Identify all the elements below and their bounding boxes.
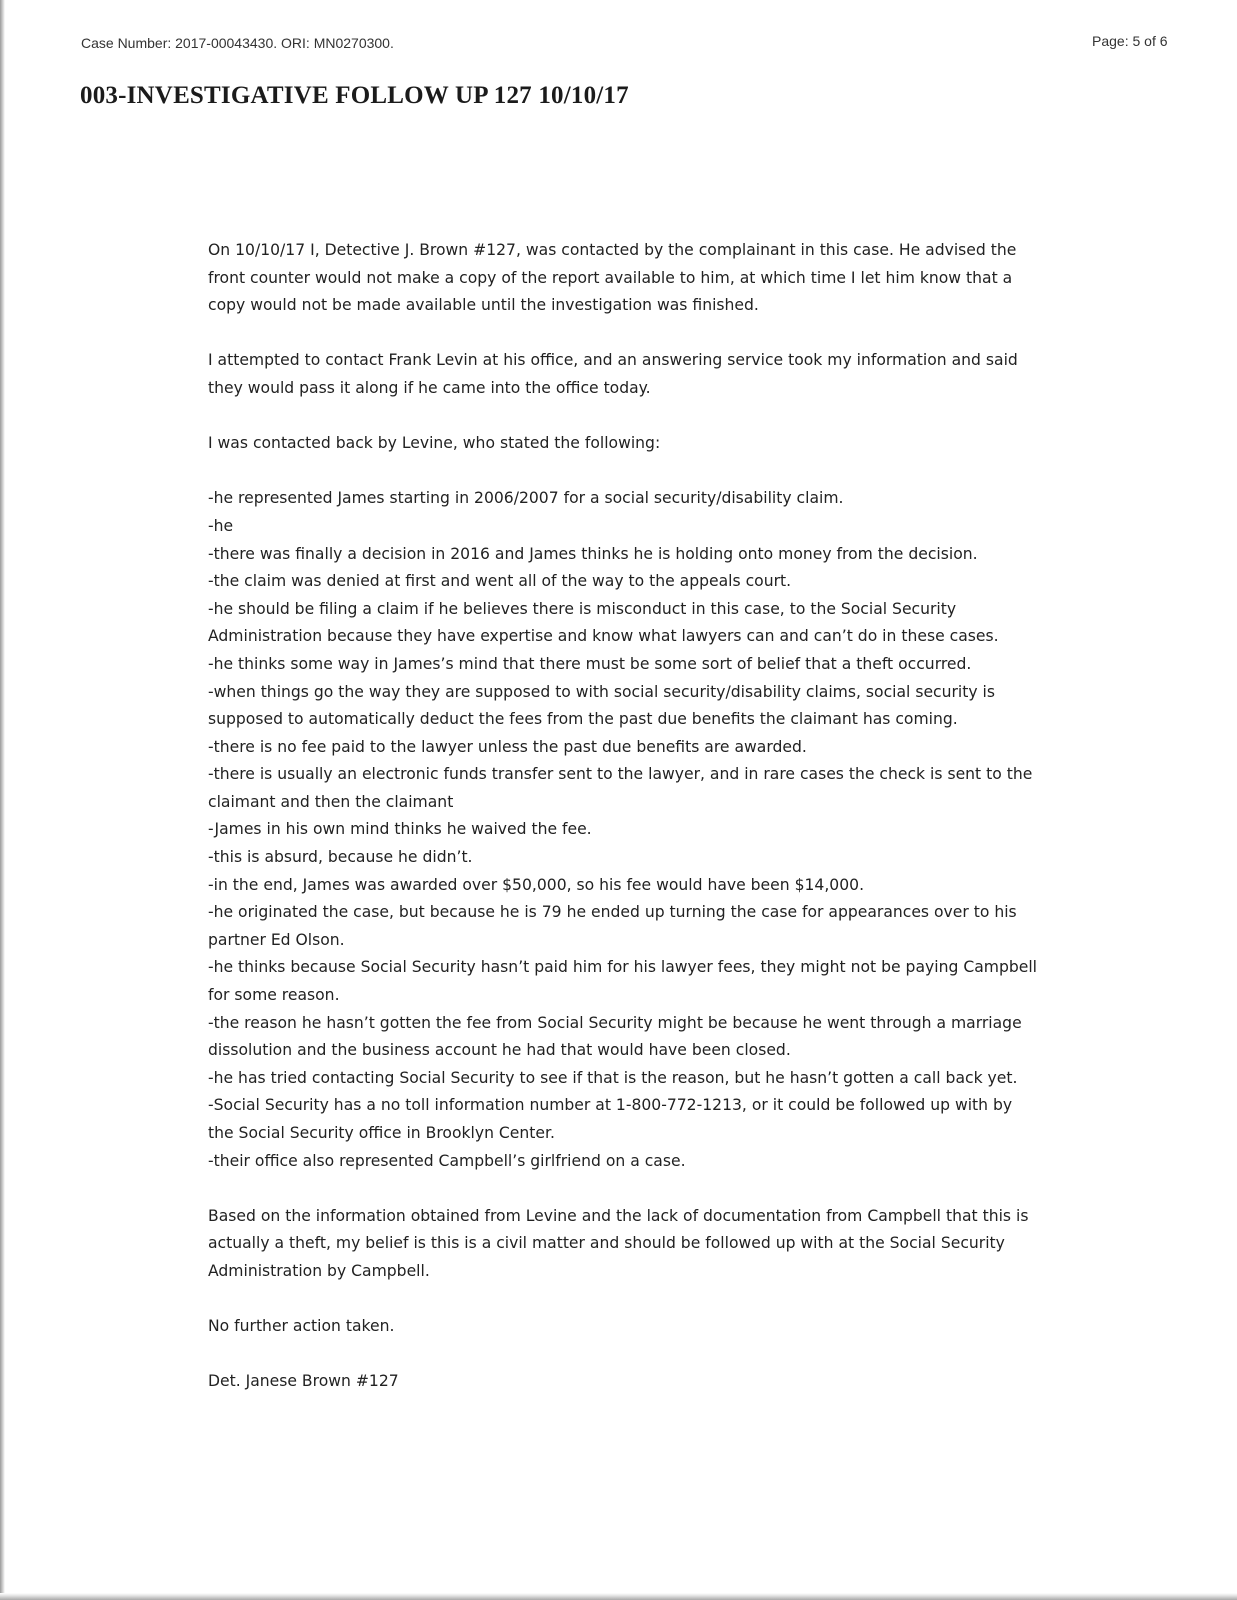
report-body [208, 237, 1038, 1396]
page-indicator: Page: 5 of 6 [1092, 33, 1168, 49]
paragraph-action: No further action taken. [208, 1317, 395, 1336]
statement-list [208, 485, 1038, 1175]
statement-item: -he thinks some way in James’s mind that there must be some sort of belief that a theft occurred. [208, 654, 972, 673]
report-title: 003-INVESTIGATIVE FOLLOW UP 127 10/10/17 [80, 82, 629, 109]
statement-item: -the reason he hasn’t gotten the fee from Social Security might be because he went through a marriage dissolution and the business account he had that would have been closed. [208, 1013, 1022, 1060]
scan-edge-bottom [0, 1593, 1237, 1600]
case-number-header: Case Number: 2017-00043430. ORI: MN0270300. [81, 35, 394, 51]
statement-item: -there was finally a decision in 2016 and James thinks he is holding onto money from the decision. [208, 544, 978, 563]
statement-item: -their office also represented Campbell’s girlfriend on a case. [208, 1151, 686, 1170]
statement-item: -he represented James starting in 2006/2007 for a social security/disability claim. [208, 489, 844, 508]
statement-item: -there is no fee paid to the lawyer unless the past due benefits are awarded. [208, 737, 807, 756]
statement-item: -this is absurd, because he didn’t. [208, 848, 473, 867]
paragraph-conclusion: Based on the information obtained from Levine and the lack of documentation from Campbell that this is actually a theft, my belief is this is a civil matter and should be followed up with at the Social Security Administration by Campbell. [208, 1206, 1029, 1280]
statement-item: -there is usually an electronic funds transfer sent to the lawyer, and in rare cases the check is sent to the claimant and then the claimant [208, 765, 1033, 811]
statement-item: -he thinks because Social Security hasn’t paid him for his lawyer fees, they might not be paying Campbell for some reason. [208, 958, 1038, 1005]
paragraph-contact: On 10/10/17 I, Detective J. Brown #127, was contacted by the complainant in this case. He advised the front counter would not make a copy of the report available to him, at which time I let him know that a copy would not be made available until the investigation was finished. [208, 241, 1017, 315]
statement-item: -when things go the way they are supposed to with social security/disability claims, social security is supposed to automatically deduct the fees from the past due benefits the claimant has coming. [208, 682, 995, 729]
statement-item: -Social Security has a no toll information number at 1-800-772-1213, or it could be followed up with by the Social Security office in Brooklyn Center. [208, 1096, 1013, 1142]
statement-item: -the claim was denied at first and went all of the way to the appeals court. [208, 572, 792, 591]
signature: Det. Janese Brown #127 [208, 1372, 399, 1391]
statement-item: -James in his own mind thinks he waived the fee. [208, 820, 592, 839]
statement-item: -he should be filing a claim if he believes there is misconduct in this case, to the Social Security Administration because they have expertise and know what lawyers can and can’t do in these cases. [208, 599, 999, 646]
paragraph-intro-statements: I was contacted back by Levine, who stated the following: [208, 434, 661, 453]
paragraph-attempt: I attempted to contact Frank Levin at his office, and an answering service took my information and said they would pass it along if he came into the office today. [208, 351, 1018, 397]
statement-item: -in the end, James was awarded over $50,000, so his fee would have been $14,000. [208, 875, 865, 894]
statement-item: -he originated the case, but because he is 79 he ended up turning the case for appearances over to his partner Ed Olson. [208, 903, 1017, 949]
statement-item: -he has tried contacting Social Security to see if that is the reason, but he hasn’t gotten a call back yet. [208, 1068, 1018, 1087]
statement-item: -he [208, 516, 234, 535]
scan-edge-left [0, 0, 5, 1600]
